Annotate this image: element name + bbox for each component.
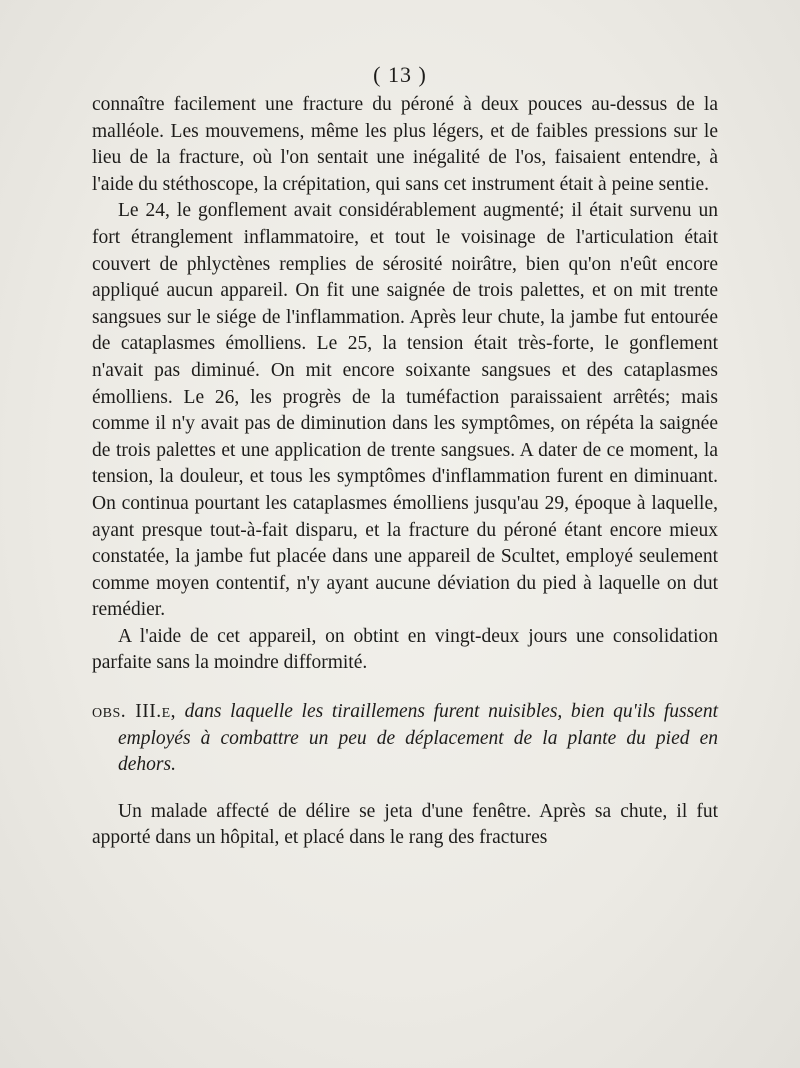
- paragraph-case-start: Un malade affecté de délire se jeta d'une fenêtre. Après sa chute, il fut apporté dans un hôpital, et placé dans le rang des fractures: [92, 800, 718, 849]
- paragraph-consolidation: A l'aide de cet appareil, on obtint en vingt-deux jours une consolidation parfaite sans la moindre difformité.: [92, 625, 718, 674]
- observation-label: obs. III.e,: [92, 701, 177, 723]
- page-number: ( 13 ): [373, 62, 427, 87]
- observation-title: dans laquelle les tiraillemens furent nuisibles, bien qu'ils fussent employés à combattre un peu de déplacement de la plante du pied en dehors.: [118, 701, 718, 776]
- paragraph-continuation: connaître facilement une fracture du péroné à deux pouces au-dessus de la malléole. Les mouvemens, même les plus légers, et de faibles pressions sur le lieu de la fracture, où l'on sentait une inégalité de l'os, faisaient entendre, à l'aide du stéthoscope, la crépitation, qui sans cet instrument était à peine sentie.: [92, 94, 718, 195]
- observation-heading: [92, 699, 718, 779]
- paragraph-treatment: Le 24, le gonflement avait considérablement augmenté; il était survenu un fort étranglement inflammatoire, et tout le voisinage de l'articulation était couvert de phlyctènes remplies de sérosité noirâtre, bien qu'on n'eût encore appliqué aucun appareil. On fit une saignée de trois palettes, et on mit trente sangsues sur le siége de l'inflammation. Après leur chute, la jambe fut entourée de cataplasmes émolliens. Le 25, la tension était très-forte, le gonflement n'avait pas diminué. On mit encore soixante sangsues et des cataplasmes émolliens. Le 26, les progrès de la tuméfaction paraissaient arrêtés; mais comme il n'y avait pas de diminution dans les symptômes, on répéta la saignée de trois palettes et une application de trente sangsues. A dater de ce moment, la tension, la douleur, et tous les symptômes d'inflammation furent en diminuant. On continua pourtant les cataplasmes émolliens jusqu'au 29, époque à laquelle, ayant presque tout-à-fait disparu, et la fracture du péroné étant encore mieux constatée, la jambe fut placée dans une appareil de Scultet, employé seulement comme moyen contentif, n'y ayant aucune déviation du pied à laquelle on dut remédier.: [92, 200, 718, 621]
- page-body: [92, 92, 718, 852]
